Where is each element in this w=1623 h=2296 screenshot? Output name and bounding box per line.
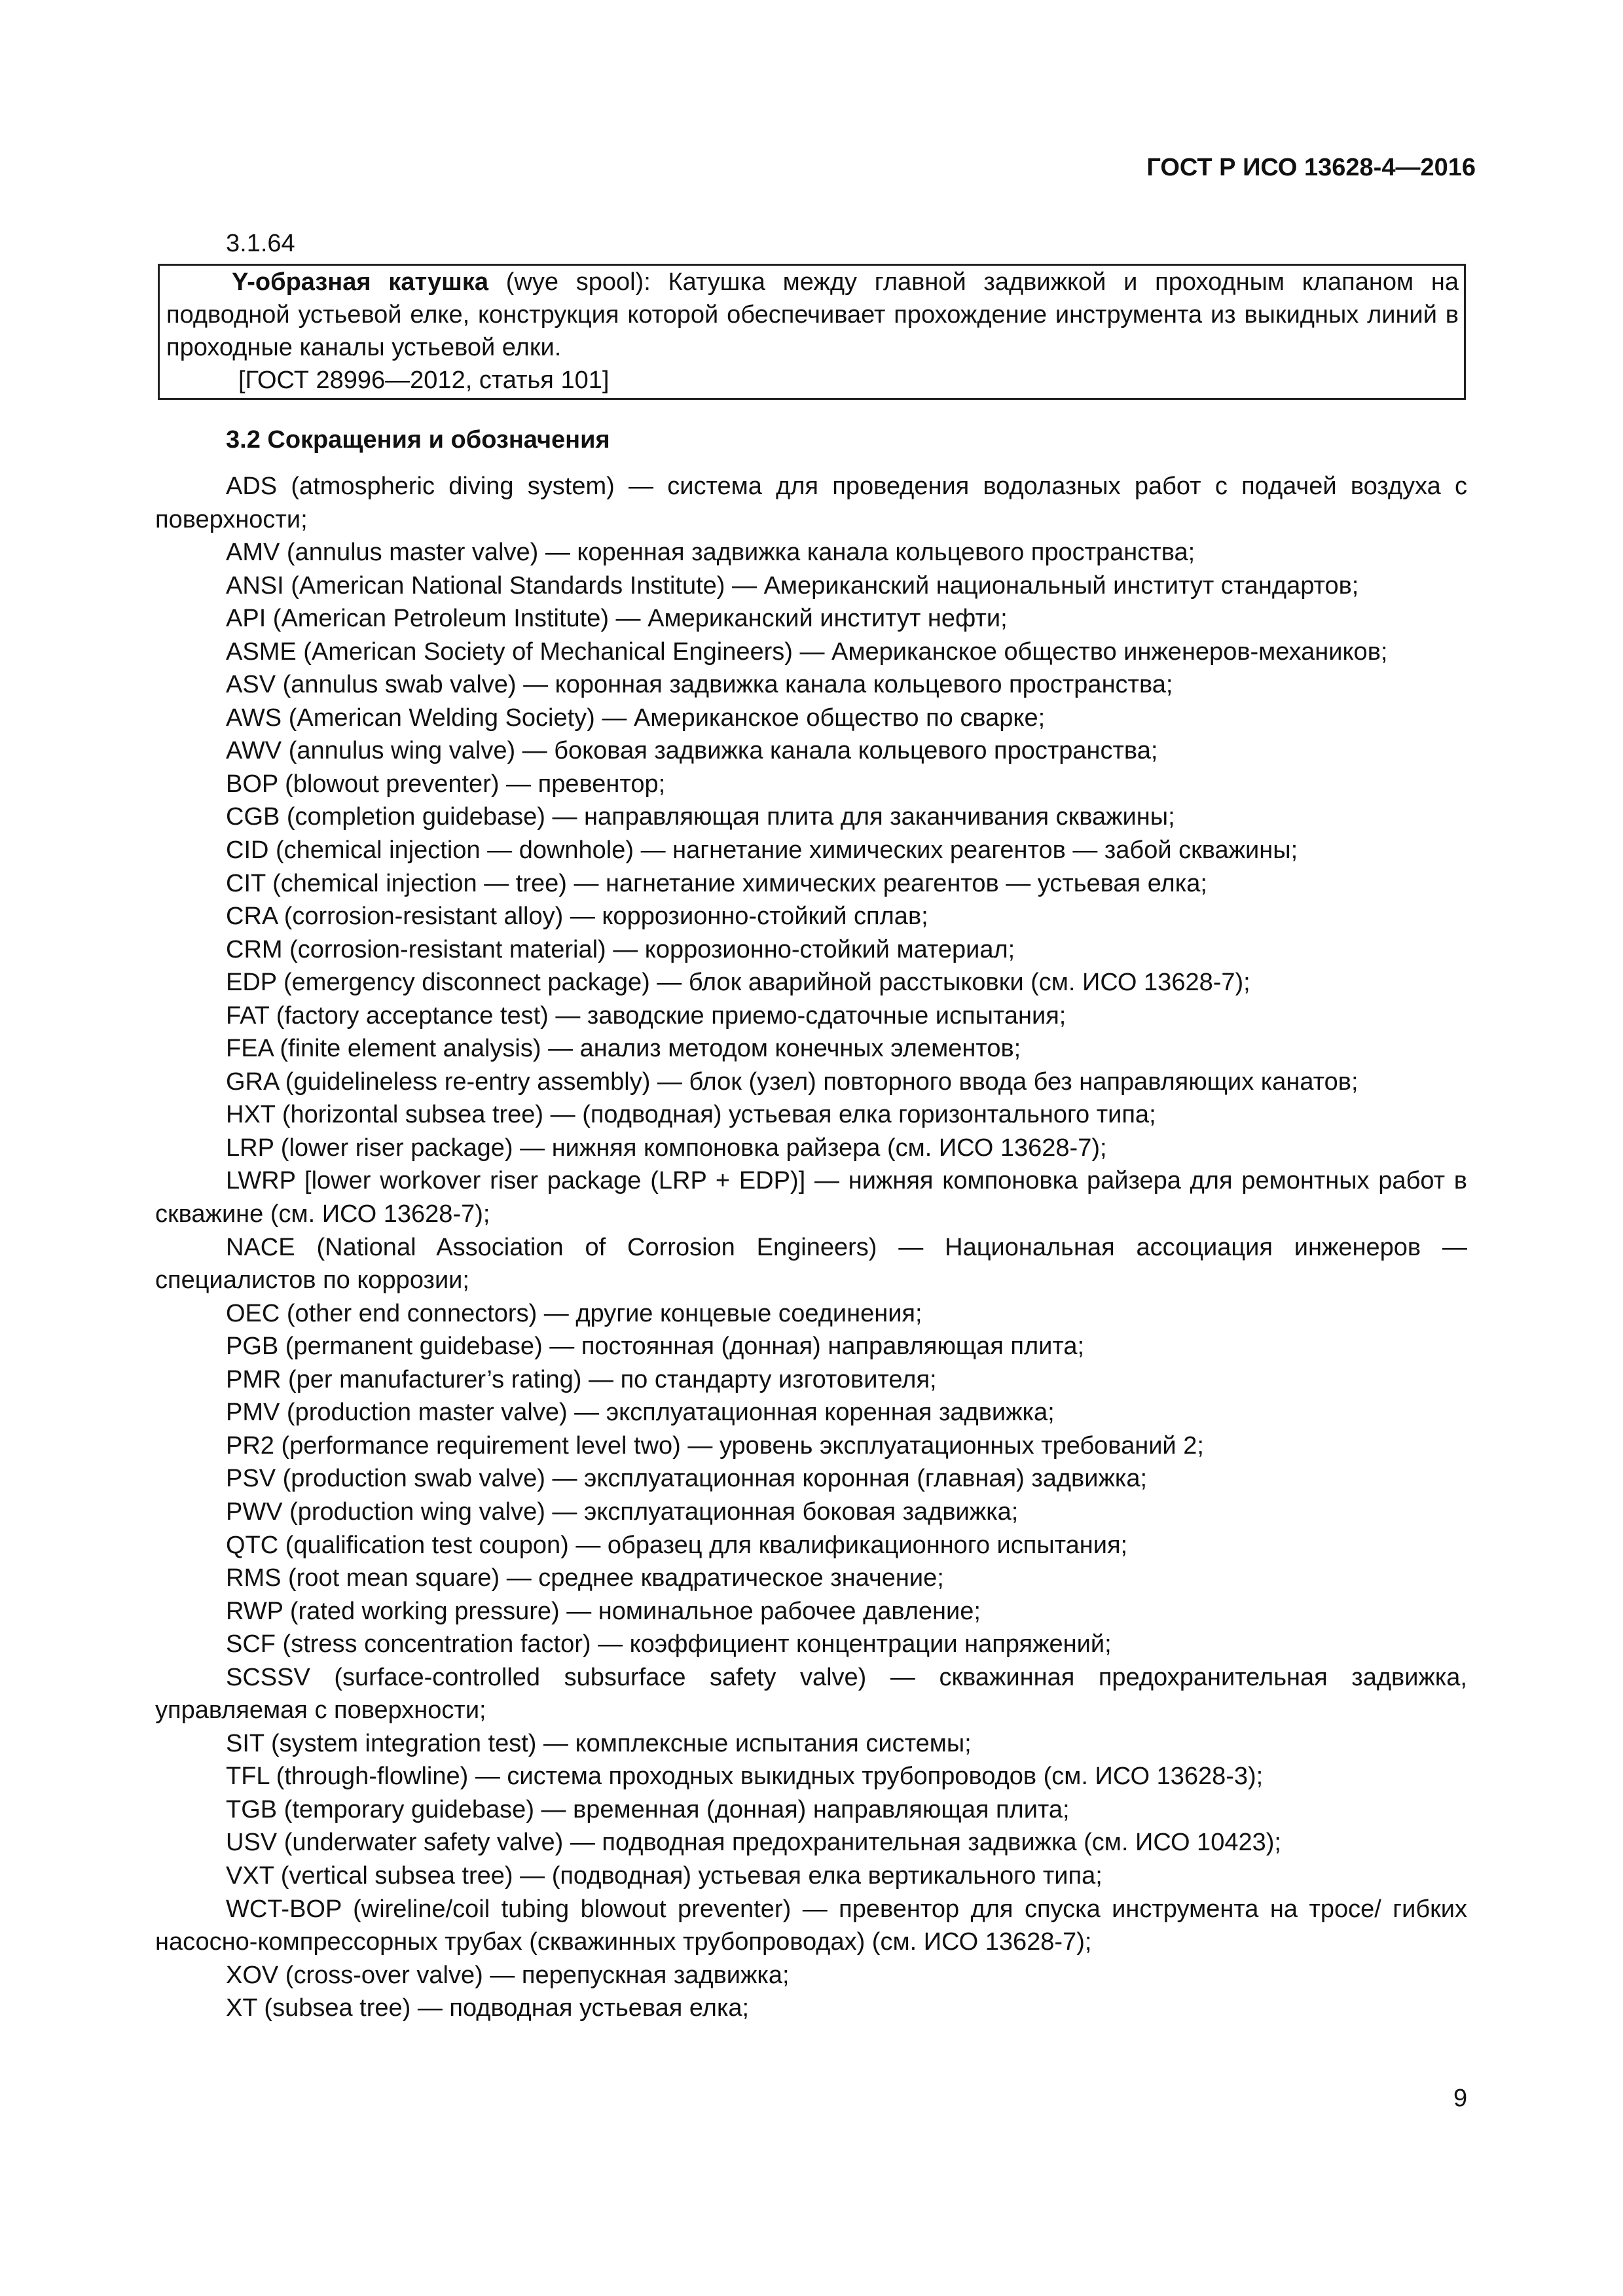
- abbreviation-entry: GRA (guidelineless re-entry assembly) — блок (узел) повторного ввода без направляющих канатов;: [226, 1067, 1359, 1096]
- definition-text: [166, 266, 1459, 397]
- abbreviation-entry: VXT (vertical subsea tree) — (подводная) устьевая елка вертикального типа;: [226, 1861, 1103, 1890]
- definition-reference: [ГОСТ 28996—2012, статья 101]: [238, 367, 610, 394]
- abbreviation-entry: API (American Petroleum Institute) — Американский институт нефти;: [226, 605, 1008, 633]
- abbreviation-entry: CRM (corrosion-resistant material) — коррозионно-стойкий материал;: [226, 935, 1015, 963]
- abbreviation-entry: LRP (lower riser package) — нижняя компоновка райзера (см. ИСО 13628-7);: [226, 1134, 1107, 1162]
- abbreviation-entry: PWV (production wing valve) — эксплуатационная боковая задвижка;: [226, 1498, 1019, 1526]
- abbreviation-entry: CGB (completion guidebase) — направляющая плита для заканчивания скважины;: [226, 803, 1175, 831]
- document-header: ГОСТ Р ИСО 13628-4—2016: [1146, 154, 1476, 181]
- definition-box: [158, 264, 1466, 400]
- abbreviation-entry: LWRP [lower workover riser package (LRP + EDP)] — нижняя компоновка райзера для ремонтных работ в скважине (см. ИСО 13628-7);: [155, 1167, 1467, 1229]
- abbreviation-entry: ADS (atmospheric diving system) — система для проведения водолазных работ с подачей воздуха с поверхности;: [155, 473, 1467, 533]
- abbreviation-entry: USV (underwater safety valve) — подводная предохранительная задвижка (см. ИСО 10423);: [226, 1829, 1281, 1857]
- abbreviation-entry: WCT-BOP (wireline/coil tubing blowout preventer) — превентор для спуска инструмента на тросе/ гибких насосно-компрессорных трубах (скважинных трубопроводах) (см. ИСО 13628-7);: [155, 1895, 1467, 1956]
- page-number: 9: [1453, 2085, 1468, 2112]
- abbreviation-entry: CIT (chemical injection — tree) — нагнетание химических реагентов — устьевая елка;: [226, 869, 1207, 897]
- abbreviation-entry: XOV (cross-over valve) — перепускная задвижка;: [226, 1961, 790, 1989]
- definition-body: (wye spool): Катушка между главной задвижкой и проходным клапаном на подводной устьевой елке, конструкция которой обеспечивает прохождение инструмента из выкидных линий в проходные каналы устьевой елки.: [166, 268, 1459, 361]
- abbreviation-entry: AWV (annulus wing valve) — боковая задвижка канала кольцевого пространства;: [226, 737, 1158, 765]
- abbreviation-entry: EDP (emergency disconnect package) — блок аварийной расстыковки (см. ИСО 13628-7);: [226, 969, 1250, 997]
- definition-term: Y-образная катушка: [232, 268, 488, 296]
- section-title: 3.2 Сокращения и обозначения: [226, 426, 610, 454]
- abbreviation-entry: OEC (other end connectors) — другие концевые соединения;: [226, 1299, 922, 1327]
- abbreviation-entry: FEA (finite element analysis) — анализ методом конечных элементов;: [226, 1035, 1021, 1063]
- abbreviation-list: [155, 470, 1467, 2025]
- abbreviation-entry: CID (chemical injection — downhole) — нагнетание химических реагентов — забой скважины;: [226, 836, 1298, 865]
- abbreviation-entry: SCSSV (surface-controlled subsurface safety valve) — скважинная предохранительная задвижка, управляемая с поверхности;: [155, 1663, 1467, 1725]
- abbreviation-entry: QTC (qualification test coupon) — образец для квалификационного испытания;: [226, 1531, 1128, 1559]
- abbreviation-entry: RWP (rated working pressure) — номинальное рабочее давление;: [226, 1597, 981, 1625]
- abbreviation-entry: XT (subsea tree) — подводная устьевая елка;: [226, 1994, 750, 2022]
- abbreviation-entry: RMS (root mean square) — среднее квадратическое значение;: [226, 1564, 944, 1592]
- abbreviation-entry: ASV (annulus swab valve) — коронная задвижка канала кольцевого пространства;: [226, 671, 1173, 699]
- abbreviation-entry: PR2 (performance requirement level two) — уровень эксплуатационных требований 2;: [226, 1431, 1204, 1460]
- abbreviation-entry: HXT (horizontal subsea tree) — (подводная) устьевая елка горизонтального типа;: [226, 1101, 1156, 1129]
- abbreviation-entry: AWS (American Welding Society) — Американское общество по сварке;: [226, 704, 1046, 732]
- abbreviation-entry: PMR (per manufacturer’s rating) — по стандарту изготовителя;: [226, 1365, 937, 1393]
- definition-paragraph: [166, 266, 1459, 364]
- abbreviation-entry: PSV (production swab valve) — эксплуатационная коронная (главная) задвижка;: [226, 1465, 1148, 1493]
- abbreviation-entry: FAT (factory acceptance test) — заводские приемо-сдаточные испытания;: [226, 1001, 1067, 1030]
- abbreviation-entry: AMV (annulus master valve) — коренная задвижка канала кольцевого пространства;: [226, 539, 1195, 567]
- abbreviation-entry: ANSI (American National Standards Institute) — Американский национальный институт стандартов;: [226, 571, 1359, 600]
- abbreviation-entry: SCF (stress concentration factor) — коэффициент концентрации напряжений;: [226, 1630, 1112, 1659]
- abbreviation-entry: NACE (National Association of Corrosion Engineers) — Национальная ассоциация инженеров — специалистов по коррозии;: [155, 1233, 1467, 1295]
- abbreviation-entry: PMV (production master valve) — эксплуатационная коренная задвижка;: [226, 1399, 1055, 1427]
- abbreviation-entry: TFL (through-flowline) — система проходных выкидных трубопроводов (см. ИСО 13628-3);: [226, 1763, 1264, 1791]
- abbreviation-entry: SIT (system integration test) — комплексные испытания системы;: [226, 1729, 972, 1757]
- clause-number: 3.1.64: [226, 230, 295, 257]
- abbreviation-entry: PGB (permanent guidebase) — постоянная (донная) направляющая плита;: [226, 1333, 1085, 1361]
- abbreviation-entry: BOP (blowout preventer) — превентор;: [226, 770, 666, 798]
- abbreviation-entry: CRA (corrosion-resistant alloy) — коррозионно-стойкий сплав;: [226, 903, 928, 931]
- abbreviation-entry: TGB (temporary guidebase) — временная (донная) направляющая плита;: [226, 1795, 1070, 1823]
- abbreviation-entry: ASME (American Society of Mechanical Engineers) — Американское общество инженеров-механиков;: [226, 637, 1388, 666]
